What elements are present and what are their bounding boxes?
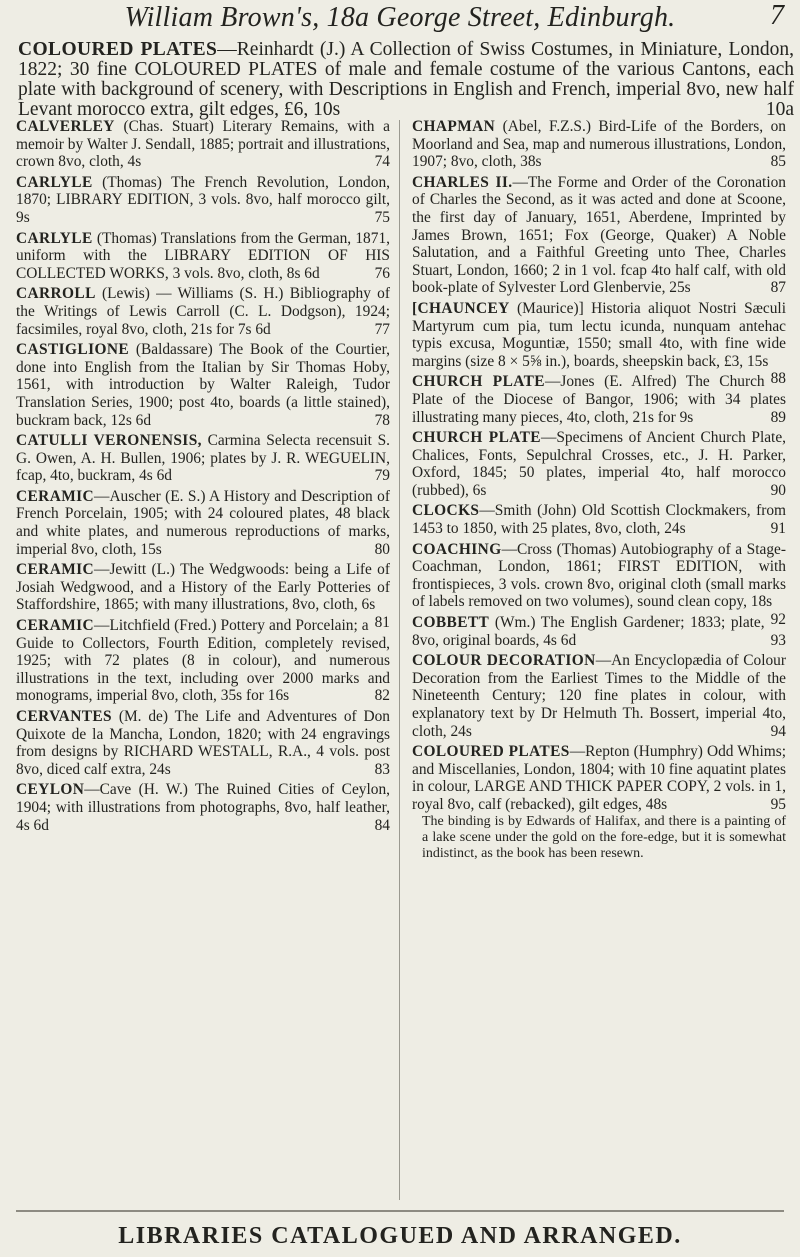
catalogue-number: 81 xyxy=(374,614,390,632)
catalogue-number: 95 xyxy=(770,795,786,813)
catalogue-number: 91 xyxy=(770,520,786,538)
catalogue-number: 83 xyxy=(374,760,390,778)
catalogue-entry xyxy=(16,118,390,171)
entry-text: —Specimens of Ancient Church Plate, Chalices, Fonts, Sepulchral Crosses, etc., J. H. Parker, Oxford, 1845; 50 plates, imperial 4to, half morocco (rubbed), 6s xyxy=(412,429,786,499)
entry-heading: CERAMIC xyxy=(16,487,95,505)
catalogue-number: 85 xyxy=(770,153,786,171)
entry-heading: CHARLES II. xyxy=(412,173,513,191)
catalogue-entry xyxy=(16,561,390,632)
entry-text: —Jewitt (L.) The Wedgwoods: being a Life of Josiah Wedgwood, and a History of the Early Potteries of Staffordshire, 1865; with many illustrations, 8vo, cloth, 6s xyxy=(16,561,390,614)
catalogue-entry xyxy=(16,174,390,227)
catalogue-number: 92 xyxy=(770,611,786,629)
catalogue-entry xyxy=(16,230,390,283)
entry-text: —Litchfield (Fred.) Pottery and Porcelain; a Guide to Collectors, Fourth Edition, completely revised, 1925; with 72 plates (8 in colour), and numerous illustrations in the text, including over 2000 marks and monograms, imperial 8vo, cloth, 35s for 16s xyxy=(16,617,390,705)
entry-text: (Lewis) — Williams (S. H.) Bibliography of the Writings of Lewis Carroll (C. L. Dodgson), 1924; facsimiles, royal 8vo, cloth, 21s for 7s 6d xyxy=(16,285,390,338)
entry-heading: COBBETT xyxy=(412,614,490,632)
catalogue-number: 84 xyxy=(374,816,390,834)
catalogue-entry xyxy=(412,174,786,297)
entry-text: —Cave (H. W.) The Ruined Cities of Ceylon, 1904; with illustrations from photographs, 8vo, half leather, 4s 6d xyxy=(16,781,390,834)
entry-text: —Auscher (E. S.) A History and Description of French Porcelain, 1905; with 24 coloured plates, 48 black and white plates, and numerous reproductions of marks, imperial 8vo, cloth, 15s xyxy=(16,487,390,558)
catalogue-number: 79 xyxy=(374,467,390,485)
entry-heading: CHURCH PLATE xyxy=(412,373,545,391)
page-number: 7 xyxy=(770,0,784,31)
entry-heading: CATULLI VERONENSIS, xyxy=(16,432,202,450)
catalogue-number: 77 xyxy=(374,320,390,338)
catalogue-number: 75 xyxy=(374,208,390,226)
entry-heading: [CHAUNCEY xyxy=(412,299,510,317)
entry-heading: CLOCKS xyxy=(412,502,480,520)
entry-heading: CEYLON xyxy=(16,781,85,799)
catalogue-entry xyxy=(16,617,390,705)
entry-heading: CASTIGLIONE xyxy=(16,341,130,359)
right-column xyxy=(412,118,786,865)
catalogue-number: 93 xyxy=(770,631,786,649)
entry-heading: COLOUR DECORATION xyxy=(412,652,596,670)
catalogue-number: 88 xyxy=(770,370,786,388)
entry-heading: CALVERLEY xyxy=(16,118,115,135)
entry-heading: CARROLL xyxy=(16,285,96,303)
catalogue-entry xyxy=(412,429,786,499)
entry-text: Carmina Selecta recensuit S. G. Owen, A. H. Bullen, 1906; plates by J. R. WEGUELIN, fcap, 4to, buckram, 4s 6d xyxy=(16,432,390,485)
catalogue-number: 82 xyxy=(374,687,390,705)
entry-text: —Reinhardt (J.) A Collection of Swiss Costumes, in Miniature, London, 1822; 30 fine COLOURED PLATES of male and female costume of the various Cantons, each plate with background of scenery, with Descriptions in English and French, imperial 8vo, new half Levant morocco extra, gilt edges, £6, 10s xyxy=(18,39,794,120)
entry-text: —Repton (Humphry) Odd Whims; and Miscellanies, London, 1804; with 10 fine aquatint plates in colour, LARGE AND THICK PAPER COPY, 2 vols. in 1, royal 8vo, calf (rebacked), gilt edges, 48s xyxy=(412,743,786,813)
catalogue-entry xyxy=(412,614,786,649)
catalogue-number: 78 xyxy=(374,411,390,429)
catalogue-entry xyxy=(16,488,390,558)
catalogue-number: 90 xyxy=(770,481,786,499)
page-footer: LIBRARIES CATALOGUED AND ARRANGED. xyxy=(118,1223,682,1249)
entry-text: (Thomas) The French Revolution, London, 1870; LIBRARY EDITION, 3 vols. 8vo, half morocco gilt, 9s xyxy=(16,173,390,226)
left-column xyxy=(16,118,390,837)
entry-heading: CHAPMAN xyxy=(412,118,496,135)
entry-text: (Chas. Stuart) Literary Remains, with a memoir by Walter J. Sendall, 1885; portrait and illustrations, crown 8vo, cloth, 4s xyxy=(16,118,390,171)
entry-heading: COLOURED PLATES xyxy=(412,743,570,761)
entry-text: (M. de) The Life and Adventures of Don Quixote de la Mancha, London, 1820; with 24 engravings from designs by RICHARD WESTALL, R.A., 4 vols. post 8vo, diced calf extra, 24s xyxy=(16,708,390,778)
entry-text: (Baldassare) The Book of the Courtier, done into English from the Italian by Sir Thomas Hoby, 1561, with introduction by Walter Raleigh, Tudor Translation Series, 1900; post 4to, boards (a little stained), buckram back, 12s 6d xyxy=(16,341,390,429)
catalogue-number: 10a xyxy=(765,99,794,120)
entry-heading: COACHING xyxy=(412,540,502,558)
catalogue-entry xyxy=(16,432,390,485)
lead-entry xyxy=(18,40,794,120)
catalogue-number: 76 xyxy=(374,264,390,282)
catalogue-entry xyxy=(412,373,786,426)
entry-text: (Maurice)] Historia aliquot Nostri Sæculi Martyrum cum pia, tum lectu icunda, nunquam antehac typis excusa, Moguntiæ, 1550; small 4to, with fine wide margins (size 8 × 5⅝ in.), boards, sheepskin back, £3, 15s xyxy=(412,299,786,370)
catalogue-entry xyxy=(412,502,786,537)
column-divider xyxy=(399,120,400,1200)
entry-heading: CERAMIC xyxy=(16,561,95,579)
catalogue-number: 89 xyxy=(770,408,786,426)
catalogue-entry xyxy=(412,652,786,740)
catalogue-entry xyxy=(412,118,786,171)
entry-note: The binding is by Edwards of Halifax, and there is a painting of a lake scene under the gold on the fore-edge, but it is somewhat indistinct, as the book has been resewn. xyxy=(422,813,786,861)
entry-heading: CARLYLE xyxy=(16,173,93,191)
entry-text: (Thomas) Translations from the German, 1871, uniform with the LIBRARY EDITION OF HIS COLLECTED WORKS, 3 vols. 8vo, cloth, 8s 6d xyxy=(16,229,390,282)
entry-text: (Wm.) The English Gardener; 1833; plate, 8vo, original boards, 4s 6d xyxy=(412,614,765,649)
entry-text: —Smith (John) Old Scottish Clockmakers, from 1453 to 1850, with 25 plates, 8vo, cloth, 24s xyxy=(412,502,786,538)
entry-text: (Abel, F.Z.S.) Bird-Life of the Borders, on Moorland and Sea, map and numerous illustrations, London, 1907; 8vo, cloth, 38s xyxy=(412,118,786,171)
catalogue-entry xyxy=(16,708,390,778)
catalogue-entry xyxy=(412,743,786,861)
catalogue-number: 87 xyxy=(770,279,786,297)
catalogue-entry xyxy=(16,341,390,429)
catalogue-number: 74 xyxy=(374,153,390,171)
entry-text: —The Forme and Order of the Coronation of Charles the Second, as it was acted and done at Scoone, the first day of January, 1651, Aberdene, Imprinted by James Brown, 1651; Fox (George, Quaker) A Noble Salutation, and a Faithful Greeting unto Thee, Charles Stuart, London, 1660; 2 in 1 vol. fcap 4to half calf, with old book-plate of Sylvester Lord Glenbervie, 25s xyxy=(412,173,787,297)
entry-heading: CHURCH PLATE xyxy=(412,429,541,447)
entry-heading: COLOURED PLATES xyxy=(18,39,218,60)
catalogue-entry xyxy=(16,285,390,338)
entry-heading: CARLYLE xyxy=(16,229,93,247)
page-header: William Brown's, 18a George Street, Edinburgh. xyxy=(124,2,676,33)
catalogue-number: 80 xyxy=(374,540,390,558)
footer-rule xyxy=(16,1210,784,1212)
entry-text: —Jones (E. Alfred) The Church Plate of the Diocese of Bangor, 1906; with 34 plates illustrating many pieces, 4to, cloth, 21s for 9s xyxy=(412,373,786,426)
entry-heading: CERAMIC xyxy=(16,617,95,635)
catalogue-entry xyxy=(16,781,390,834)
entry-heading: CERVANTES xyxy=(16,708,113,725)
catalogue-number: 94 xyxy=(770,722,786,740)
entry-text: —An Encyclopædia of Colour Decoration from the Earliest Times to the Middle of the Nineteenth Century; 120 fine plates in colour, with explanatory text by Dr Helmuth Th. Bossert, imperial 4to, cloth, 24s xyxy=(412,652,787,740)
entry-text: —Cross (Thomas) Autobiography of a Stage-Coachman, London, 1861; FIRST EDITION, with frontispieces, 3 vols. crown 8vo, original cloth (small marks of labels removed on two volumes), sound clean copy, 18s xyxy=(412,540,786,611)
